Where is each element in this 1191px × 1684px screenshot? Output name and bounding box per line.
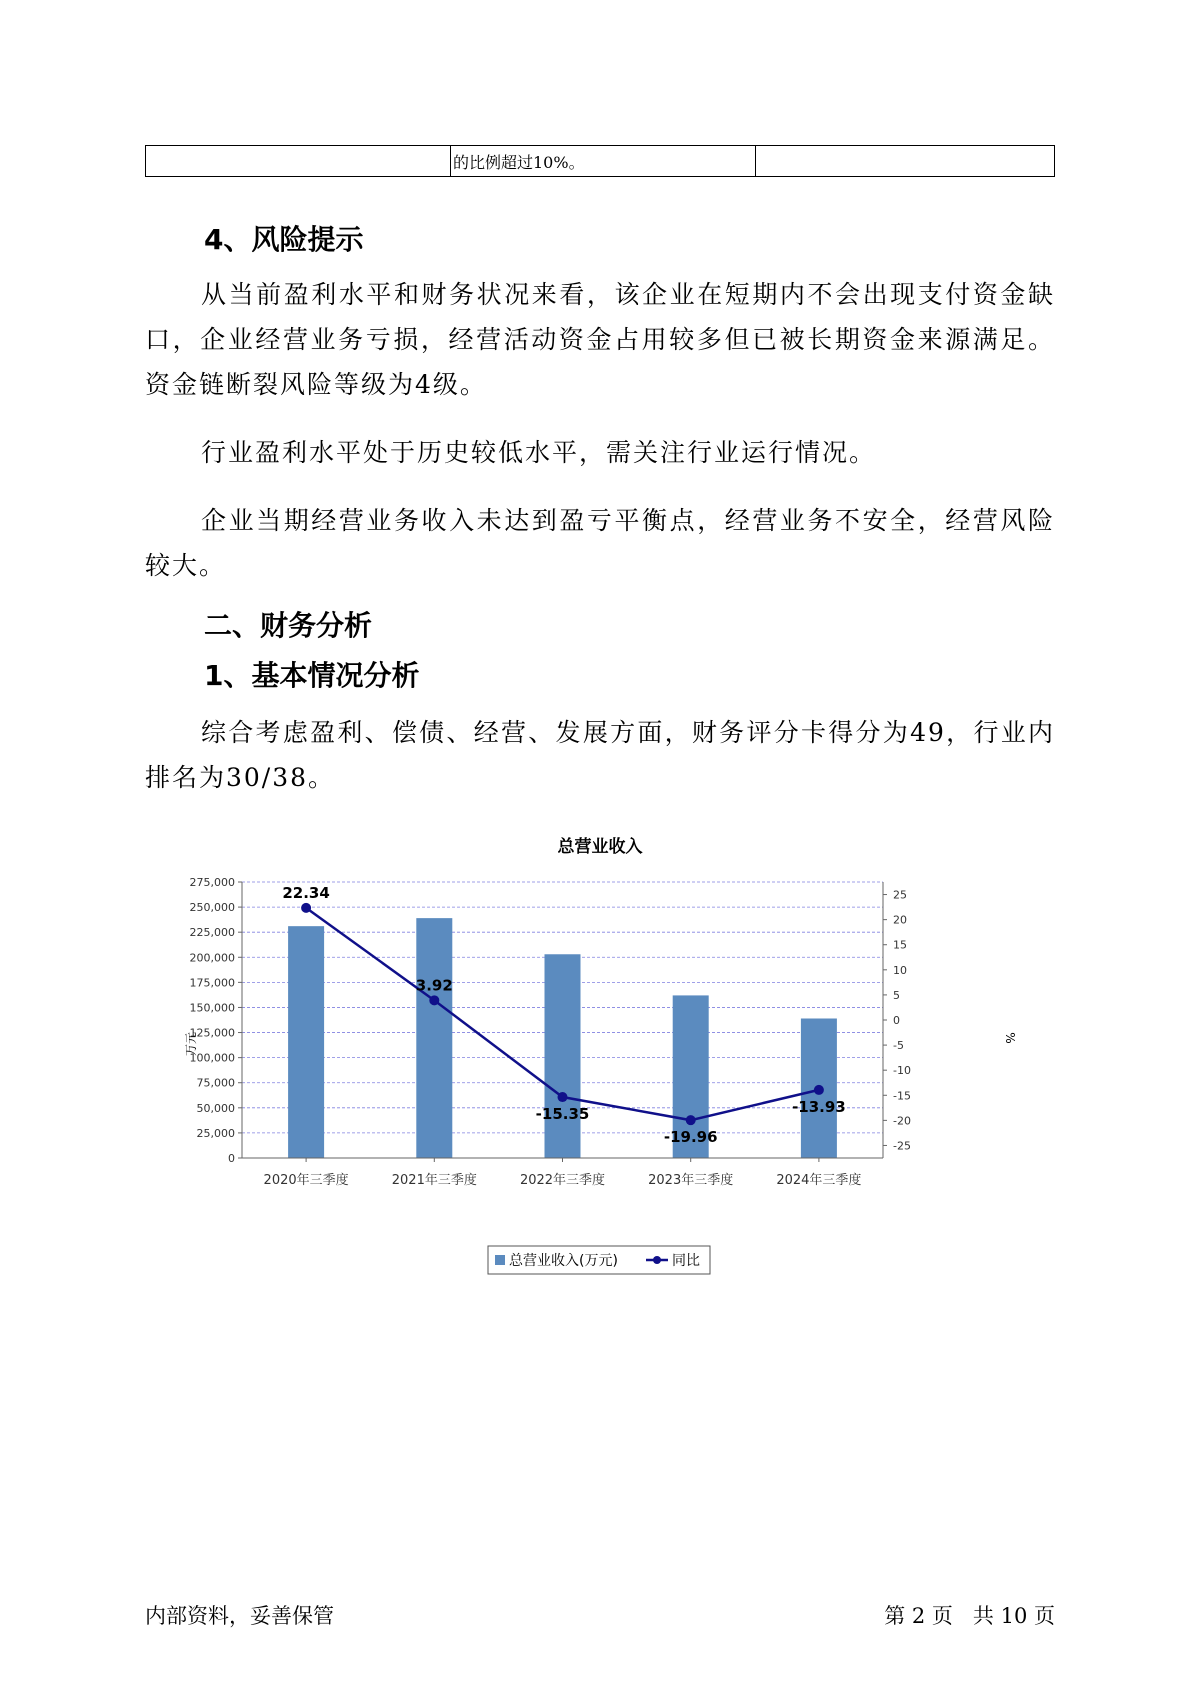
legend-bar-label: 总营业收入(万元)	[509, 1253, 618, 1269]
section-heading-finance: 二、财务分析	[204, 609, 373, 642]
y-right-tick-label: 15	[893, 938, 907, 952]
y-right-tick-label: 25	[893, 888, 907, 902]
line-point	[301, 903, 311, 913]
table-cell	[756, 146, 1055, 177]
y-tick-label: 200,000	[189, 951, 235, 965]
x-tick-label: 2021年三季度	[391, 1173, 477, 1188]
chart-svg	[170, 830, 1030, 1290]
risk-paragraph-2: 行业盈利水平处于历史较低水平，需关注行业运行情况。	[201, 438, 877, 467]
previous-table-fragment	[145, 145, 1055, 177]
subsection-heading-basic: 1、基本情况分析	[204, 659, 420, 692]
y-right-tick-label: -15	[893, 1089, 911, 1103]
line-point	[429, 995, 439, 1005]
data-label: -19.96	[663, 1128, 718, 1147]
x-tick-label: 2024年三季度	[776, 1173, 862, 1188]
y-right-tick-label: -10	[893, 1064, 911, 1078]
legend-bar-swatch	[495, 1255, 505, 1265]
y-tick-label: 175,000	[189, 976, 235, 990]
x-tick-label: 2022年三季度	[519, 1173, 606, 1188]
y-axis-label-right: %	[1003, 1032, 1017, 1044]
data-label: 3.92	[415, 976, 453, 995]
bar	[288, 926, 324, 1158]
legend-line-label: 同比	[672, 1253, 700, 1269]
line-point	[686, 1115, 696, 1125]
y-tick-label: 50,000	[196, 1101, 235, 1115]
finance-paragraph: 综合考虑盈利、偿债、经营、发展方面，财务评分卡得分为49，行业内排名为30/38。	[145, 718, 1055, 792]
bar	[545, 954, 581, 1158]
y-right-tick-label: 10	[893, 963, 907, 977]
chart-title: 总营业收入	[557, 837, 643, 857]
x-tick-label: 2023年三季度	[648, 1173, 734, 1188]
y-tick-label: 75,000	[196, 1076, 235, 1090]
y-tick-label: 225,000	[189, 926, 235, 940]
y-tick-label: 275,000	[189, 876, 235, 889]
risk-paragraph-3: 企业当期经营业务收入未达到盈亏平衡点，经营业务不安全，经营风险较大。	[145, 506, 1055, 580]
y-right-tick-label: -5	[893, 1039, 904, 1053]
table-cell: 的比例超过10%。	[451, 146, 756, 177]
x-tick-label: 2020年三季度	[263, 1173, 349, 1188]
y-right-tick-label: 0	[893, 1014, 900, 1027]
data-label: -13.93	[792, 1097, 846, 1116]
chart-legend	[488, 1246, 710, 1274]
section-heading-risk: 4、风险提示	[204, 223, 364, 256]
data-label: -15.35	[535, 1105, 590, 1124]
bar	[416, 918, 452, 1158]
table-cell	[146, 146, 451, 177]
y-right-tick-label: 5	[893, 988, 900, 1002]
y-tick-label: 150,000	[189, 1001, 235, 1015]
y-tick-label: 100,000	[189, 1051, 235, 1065]
y-tick-label: 25,000	[196, 1126, 235, 1140]
y-right-tick-label: -20	[893, 1114, 911, 1128]
y-tick-label: 125,000	[189, 1026, 235, 1040]
y-right-tick-label: -25	[893, 1139, 911, 1153]
y-axis-label-left: 万元	[184, 1031, 198, 1057]
legend-line-marker	[653, 1256, 661, 1264]
risk-paragraph-1: 从当前盈利水平和财务状况来看，该企业在短期内不会出现支付资金缺口，企业经营业务亏损，经营活动资金占用较多但已被长期资金来源满足。资金链断裂风险等级为4级。	[145, 280, 1055, 399]
line-point	[814, 1085, 824, 1095]
footer-left: 内部资料，妥善保管	[145, 1604, 334, 1628]
y-tick-label: 250,000	[189, 901, 235, 915]
y-right-tick-label: 20	[893, 913, 907, 927]
line-point	[558, 1092, 568, 1102]
y-tick-label: 0	[228, 1152, 235, 1165]
data-label: 22.34	[282, 883, 330, 902]
footer-page-number: 第 2 页 共 10 页	[884, 1604, 1055, 1628]
revenue-chart	[170, 830, 1030, 1290]
